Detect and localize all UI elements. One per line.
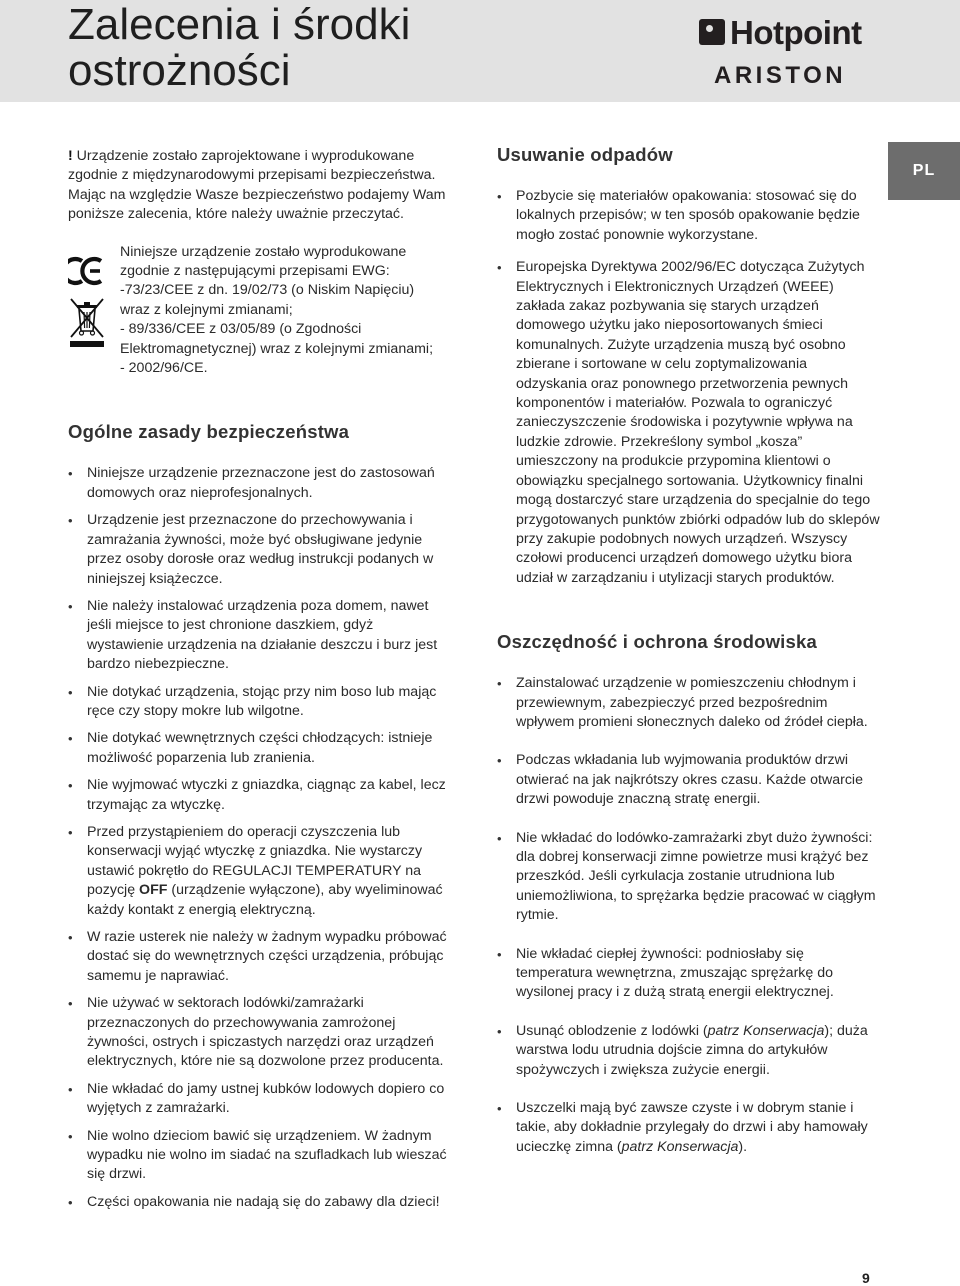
right-column xyxy=(497,143,881,1176)
page-title-line2: ostrożności xyxy=(68,46,291,95)
item-text: Nie należy instalować urządzenia poza domem, nawet jeśli miejsce to jest chronione daszkiem, gdyż wystawienie urządzenia na działanie deszczu i burz jest bardzo niebezpieczne. xyxy=(87,597,438,673)
list-item xyxy=(497,751,881,809)
list-item xyxy=(68,511,450,589)
list-item xyxy=(68,729,450,768)
item-text: Nie dotykać wewnętrznych części chłodzących: istnieje możliwość poparzenia lub zranienia. xyxy=(87,730,433,766)
item-text: Nie używać w sektorach lodówki/zamrażarki przeznaczonych do przechowywania zamrożonej żywności, ostrych i spiczastych narzędzi oraz urządzeń elektrycznych, które nie są dozwolone przez producenta. xyxy=(87,995,444,1070)
waste-heading: Usuwanie odpadów xyxy=(497,144,673,165)
list-item xyxy=(68,683,450,722)
cert-line: wraz z kolejnymi zmianami; xyxy=(120,301,293,318)
certification-block xyxy=(68,243,450,379)
item-text: Nie wkładać do jamy ustnej kubków lodowych dopiero co wyjętych z zamrażarki. xyxy=(87,1080,445,1117)
certification-icons xyxy=(68,247,108,367)
list-item xyxy=(68,994,450,1072)
cert-line: Niniejsze urządzenie zostało wyprodukowane xyxy=(120,243,407,260)
page-title xyxy=(68,2,410,94)
item-text: Nie wkładać do lodówko-zamrażarki zbyt dużo żywności: dla dobrej konserwacji zimne powietrze musi krążyć bez przeszkód. Jeśli cyrkulacja zostanie utrudniona lub uniemożliwiona, to sprężarka będzie pracować w ciągłym rytmie. xyxy=(516,829,876,924)
safety-list xyxy=(68,464,450,1212)
item-bold-text: OFF xyxy=(139,882,168,899)
safety-heading: Ogólne zasady bezpieczeństwa xyxy=(68,421,350,443)
item-text: Nie wkładać ciepłej żywności: podniosłaby się temperatura wewnętrzna, zmuszając sprężarkę do wysilonej pracy i z dużą stratą energii elektrycznej. xyxy=(516,945,834,1001)
item-reference: patrz Konserwacja xyxy=(707,1022,825,1039)
warning-mark: ! xyxy=(68,148,73,164)
language-tab: PL xyxy=(888,142,960,200)
list-item xyxy=(68,823,450,920)
item-text: (urządzenie wyłączone), aby wyeliminować każdy kontakt z energią elektryczną. xyxy=(87,882,443,918)
page-number: 9 xyxy=(862,1270,870,1286)
item-text: Usunąć oblodzenie z lodówki ( xyxy=(516,1022,708,1039)
brand-logo xyxy=(696,14,876,90)
left-column xyxy=(68,147,450,1220)
list-item xyxy=(68,1080,450,1119)
cert-line: zgodnie z następującymi przepisami EWG: xyxy=(120,263,390,280)
list-item xyxy=(497,829,881,926)
intro-paragraph xyxy=(68,147,450,225)
sub-brand-name: ARISTON xyxy=(714,62,847,89)
item-text: ); duża warstwa lodu utrudnia dojście zimna do artykułów spożywczych i zwiększa zużycie energii. xyxy=(516,1022,868,1078)
cert-line: - 2002/96/CE. xyxy=(120,360,208,377)
list-item xyxy=(68,597,450,675)
item-text: Nie wolno dzieciom bawić się urządzeniem. W żadnym wypadku nie wolno im siadać na szufladkach lub wieszać się drzwi. xyxy=(87,1127,447,1183)
page-header xyxy=(0,0,960,102)
item-text: Uszczelki mają być zawsze czyste i w dobrym stanie i takie, aby dokładnie przylegały do drzwi i aby hamowały ucieczkę zimna ( xyxy=(516,1100,868,1155)
item-text: Przed przystąpieniem do operacji czyszczenia lub konserwacji wyjąć wtyczkę z gniazdka. Nie wystarczy ustawić pokrętło do REGULACJI TEMPERATURY na pozycję xyxy=(87,823,423,899)
item-text: Podczas wkładania lub wyjmowania produktów drzwi otwierać na jak najkrótszy okres czasu. Każde otwarcie drzwi powoduje znaczną stratę energii. xyxy=(516,752,863,808)
list-item: • Pozbycie się materiałów opakowania: stosować się do lokalnych przepisów; w ten sposób opakowanie będzie mogło zostać ponownie wykorzystane. xyxy=(497,187,881,245)
item-text: W razie usterek nie należy w żadnym wypadku próbować dostać się do wewnętrznych części urządzenia, próbując samemu je naprawiać. xyxy=(87,929,447,984)
waste-list xyxy=(497,187,881,588)
intro-text: Urządzenie zostało zaprojektowane i wyprodukowane zgodnie z międzynarodowymi przepisami bezpieczeństwa. Mając na względzie Wasze bezpieczeństwo podajemy Wam poniższe zalecenia, które należy uważnie przeczytać. xyxy=(68,148,446,223)
cert-line: -73/23/CEE z dn. 19/02/73 (o Niskim Napięciu) xyxy=(120,282,415,299)
brand-name: Hotpoint xyxy=(730,14,862,51)
item-text: Urządzenie jest przeznaczone do przechowywania i zamrażania żywności, może być obsługiwane jedynie przez osoby dorosłe oraz według instrukcji podanych w niniejszej książeczce. xyxy=(87,512,434,587)
list-item xyxy=(68,776,450,815)
list-item xyxy=(497,945,881,1003)
cert-line: - 89/336/CEE z 03/05/89 (o Zgodności xyxy=(120,321,362,338)
item-text: ). xyxy=(738,1138,748,1155)
environment-list xyxy=(497,674,881,1157)
list-item xyxy=(68,928,450,986)
hotpoint-logo-icon xyxy=(699,19,725,45)
list-item xyxy=(68,464,450,503)
item-text: Zainstalować urządzenie w pomieszczeniu chłodnym i przewiewnym, zabezpieczyć przed bezpośrednim wpływem promieni słonecznych daleko od źródeł ciepła. xyxy=(516,675,868,730)
item-text: Nie wyjmować wtyczki z gniazdka, ciągnąc za kabel, lecz trzymając za wtyczkę. xyxy=(87,777,446,813)
cert-line: Elektromagnetycznej) wraz z kolejnymi zmianami; xyxy=(120,340,434,357)
list-item: • Europejska Dyrektywa 2002/96/EC dotycząca Zużytych Elektrycznych i Elektronicznych Urządzeń (WEEE) zakłada zakaz pozbywania się starych urządzeń domowego użytku jako nieposortowanych śmieci komunalnych. Zużyte urządzenia muszą być osobno zbierane i sortowane w celu zoptymalizowania odzyskania oraz ponownego przetworzenia pewnych komponentów i materiałów. Pozwala to ograniczyć zanieczyszczenie środowiska i pozytywnie wpływa na ludzkie zdrowie. Przekreślony symbol „kosza” umieszczony na produkcie przypomina klientowi o obowiązku specjalnego sortowania. Użytkownicy finalni mogą dostarczyć stare urządzenia do specjalnie do tego przygotowanych punktów zbiórki odpadów lub do sklepów przy zakupie podobnych nowych urządzeń. Wszyscy czołowi producenci urządzeń domowego użytku biora udział w zarządzaniu i utylizacji starych produktów. xyxy=(497,258,881,588)
item-text: Nie dotykać urządzenia, stojąc przy nim boso lub mając ręce czy stopy mokre lub wilgotne. xyxy=(87,683,437,719)
item-text: Części opakowania nie nadają się do zabawy dla dzieci! xyxy=(87,1193,440,1210)
list-item xyxy=(497,1099,881,1157)
certification-text xyxy=(120,243,450,379)
ce-mark-icon xyxy=(68,259,101,283)
page-title-line1: Zalecenia i środki xyxy=(68,0,411,49)
item-reference: patrz Konserwacja xyxy=(621,1138,739,1155)
list-item xyxy=(497,674,881,732)
list-item xyxy=(68,1193,450,1212)
list-item xyxy=(497,1022,881,1080)
item-text: Niniejsze urządzenie przeznaczone jest do zastosowań domowych oraz nieprofesjonalnych. xyxy=(87,465,435,501)
list-item xyxy=(68,1127,450,1185)
crossed-bin-icon xyxy=(70,299,104,347)
environment-heading: Oszczędność i ochrona środowiska xyxy=(497,631,817,653)
